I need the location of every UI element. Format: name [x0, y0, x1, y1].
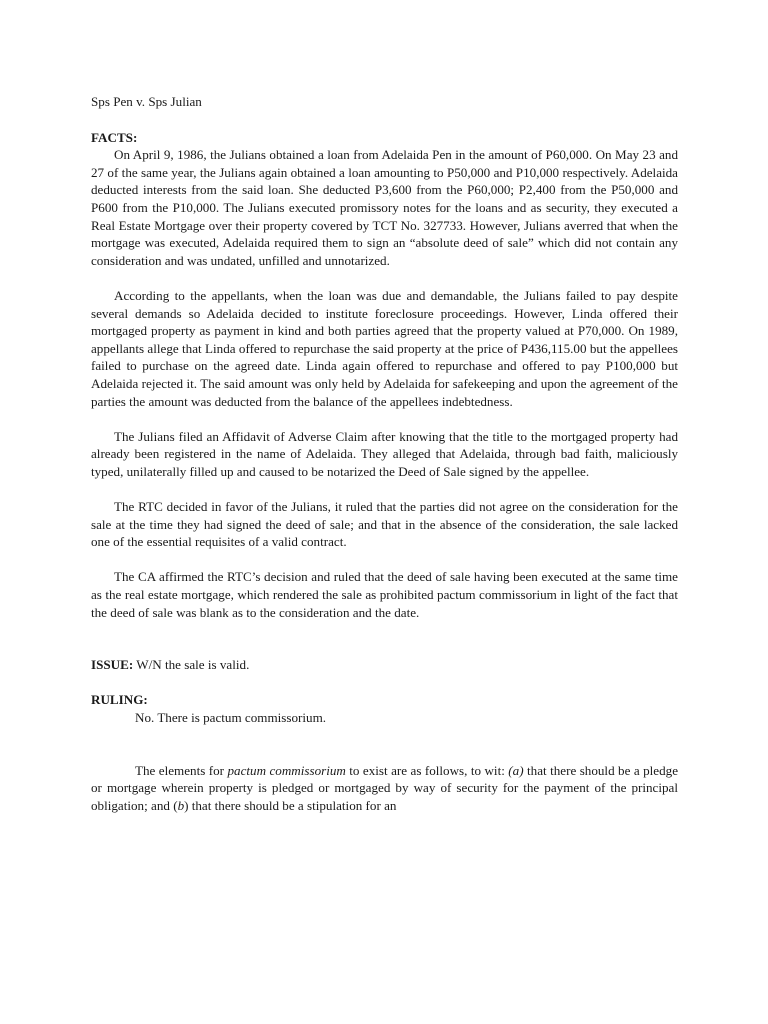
- elements-text-4: ) that there should be a stipulation for an: [184, 797, 397, 813]
- facts-paragraph-2: According to the appellants, when the loan was due and demandable, the Julians failed to pay despite several demands so Adelaida decided to institute foreclosure proceedings. However, Linda offered their mortgaged property as payment in kind and both parties agreed that the property valued at P70,000. On 1989, appellants allege that Linda offered to repurchase the said property at the price of P436,115.00 but the appellees failed to purchase on the agreed date. Linda again offered to repurchase and offered to pay P100,000 but Adelaida rejected it. The said amount was only held by Adelaida for safekeeping and upon the agreement of the parties the amount was deducted from the balance of the appellees indebtedness.: [91, 287, 678, 409]
- elements-b: b: [177, 797, 185, 813]
- facts-paragraph-3: The Julians filed an Affidavit of Adverse Claim after knowing that the title to the mortgaged property had already been registered in the name of Adelaida. They alleged that Adelaida, through bad faith, maliciously typed, unilaterally filled up and caused to be notarized the Deed of Sale signed by the appellee.: [91, 428, 678, 479]
- issue-text: W/N the sale is valid.: [133, 657, 250, 673]
- ruling-text: No. There is pactum commissorium.: [135, 710, 327, 725]
- issue-label: ISSUE:: [91, 657, 134, 673]
- issue-line: [91, 656, 678, 674]
- elements-term: pactum commissorium: [227, 762, 346, 778]
- elements-text-2: to exist are as follows, to wit:: [345, 762, 509, 778]
- facts-paragraph-4: The RTC decided in favor of the Julians, it ruled that the parties did not agree on the consideration for the sale at the time they had signed the deed of sale; and that in the absence of the consideration, the sale lacked one of the essential requisites of a valid contract.: [91, 499, 678, 550]
- elements-paragraph: [91, 762, 678, 815]
- facts-paragraph-1: On April 9, 1986, the Julians obtained a loan from Adelaida Pen in the amount of P60,000. On May 23 and 27 of the same year, the Julians again obtained a loan amounting to P50,000 and P10,000 respectively. Adelaida deducted interests from the said loan. She deducted P3,600 from the P60,000; P2,400 from the P50,000 and P600 from the P10,000. The Julians executed promissory notes for the loans and as security, they executed a Real Estate Mortgage over their property covered by TCT No. 327733. However, Julians averred that when the mortgage was executed, Adelaida required them to sign an “absolute deed of sale” which did not contain any consideration and was undated, unfilled and unnotarized.: [91, 147, 678, 268]
- elements-a: (a): [508, 762, 524, 778]
- case-title: Sps Pen v. Sps Julian: [91, 94, 202, 109]
- elements-text-1: The elements for: [135, 762, 228, 778]
- facts-heading: FACTS:: [91, 129, 138, 145]
- elements-text-3: that there should be a pledge or mortgage wherein property is pledged or mortgaged by way of security for the payment of the principal obligation; and (: [91, 762, 679, 813]
- document-page: [91, 93, 678, 814]
- facts-paragraph-5: The CA affirmed the RTC’s decision and ruled that the deed of sale having been executed at the same time as the real estate mortgage, which rendered the sale as prohibited pactum commissorium in light of the fact that the deed of sale was blank as to the consideration and the date.: [91, 569, 678, 620]
- ruling-heading: RULING:: [91, 692, 148, 708]
